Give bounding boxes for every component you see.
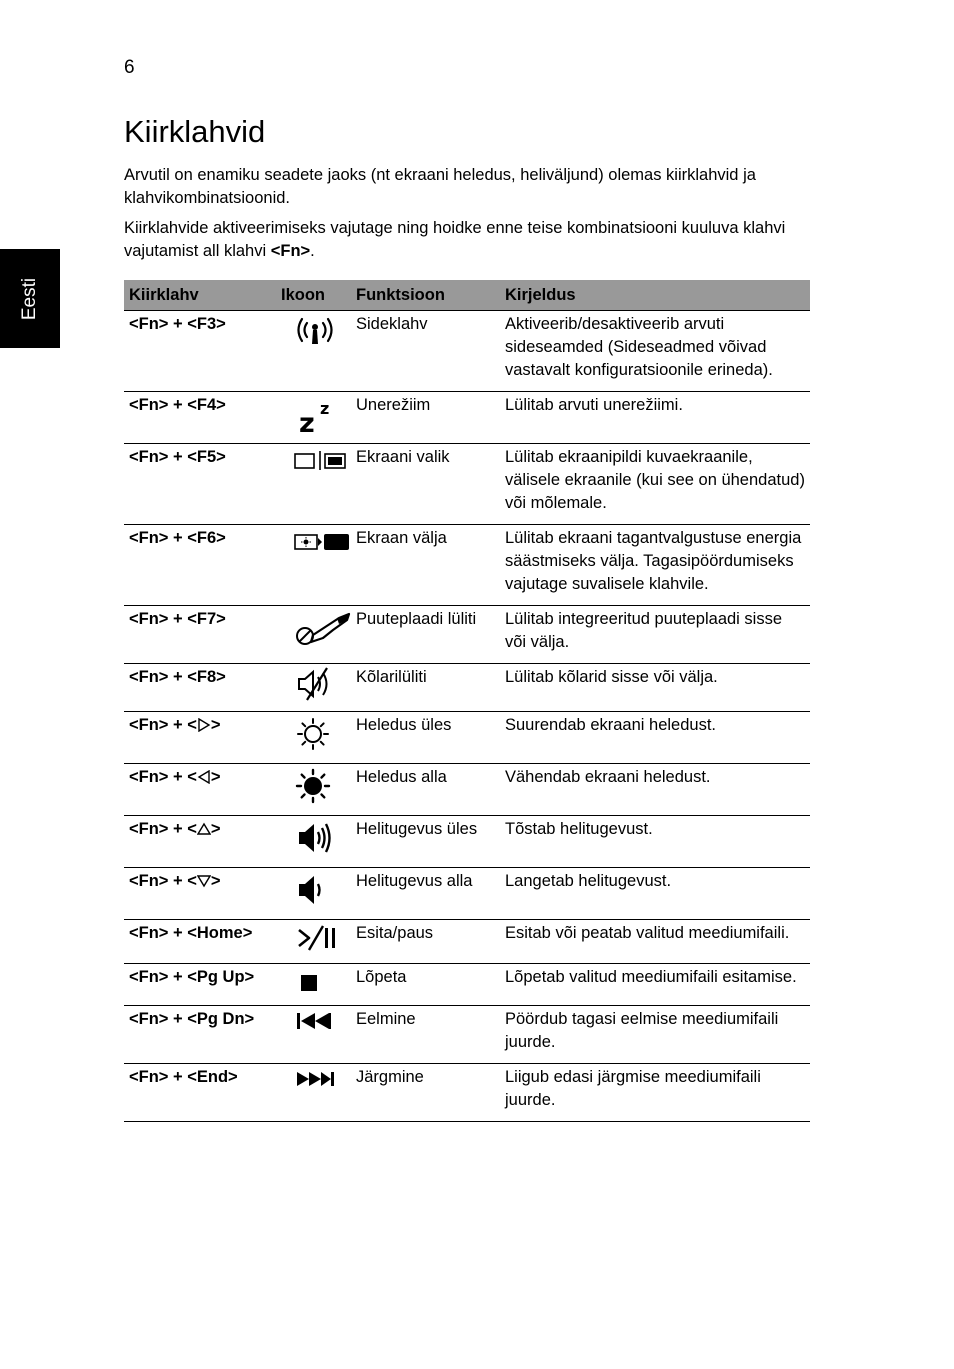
previous-track-icon [276,1006,351,1064]
function-cell: Helitugevus alla [351,868,500,920]
function-cell: Unerežiim [351,392,500,444]
description-cell: Lülitab ekraanipildi kuvaekraanile, välisele ekraanile (kui see on ühendatud) või mõlemale. [500,444,810,525]
function-cell: Heledus alla [351,764,500,816]
table-body [124,311,810,1122]
description-cell: Tõstab helitugevust. [500,816,810,868]
page-number: 6 [124,57,135,78]
function-cell: Ekraani valik [351,444,500,525]
function-cell: Sideklahv [351,311,500,392]
hotkey-cell: <Fn> + <F4> [124,392,276,444]
arrow-up-icon [197,820,211,838]
instruction-text: Kiirklahvide aktiveerimiseks vajutage ning hoidke enne teise kombinatsiooni kuuluva klahvi vajutamist all klahvi [124,219,786,260]
brightness-up-icon [276,712,351,764]
arrow-right-icon [197,716,211,734]
hotkey-cell: <Fn> + <F5> [124,444,276,525]
description-cell: Esitab või peatab valitud meediumifaili. [500,920,810,964]
function-cell: Heledus üles [351,712,500,764]
arrow-down-icon [197,872,211,890]
table-header-row [124,280,810,311]
description-cell: Vähendab ekraani heledust. [500,764,810,816]
description-cell: Aktiveerib/desaktiveerib arvuti sideseamded (Sideseadmed võivad vastavalt konfiguratsioonile erineda). [500,311,810,392]
sleep-icon [276,392,351,444]
description-cell: Lülitab arvuti unerežiimi. [500,392,810,444]
table-row [124,525,810,606]
description-cell: Lülitab integreeritud puuteplaadi sisse või välja. [500,606,810,664]
function-cell: Ekraan välja [351,525,500,606]
table-row [124,311,810,392]
intro-paragraph: Arvutil on enamiku seadete jaoks (nt ekraani heledus, heliväljund) olemas kiirklahvid ja klahvikombinatsioonid. [124,166,756,207]
touchpad-toggle-icon [276,606,351,664]
hotkey-prefix: <Fn> + < [129,768,197,786]
hotkey-cell: <Fn> + <F7> [124,606,276,664]
screen-off-icon [276,525,351,606]
function-cell: Esita/paus [351,920,500,964]
hotkey-suffix: > [210,872,221,890]
header-description: Kirjeldus [500,280,810,311]
hotkey-cell: <Fn> + <F8> [124,664,276,712]
arrow-left-icon [197,768,211,786]
hotkey-table [124,280,810,1122]
table-row [124,920,810,964]
hotkey-cell [124,816,276,868]
table-row [124,392,810,444]
brightness-down-icon [276,764,351,816]
wireless-icon [276,311,351,392]
function-cell: Lõpeta [351,964,500,1006]
function-cell: Helitugevus üles [351,816,500,868]
table-row [124,816,810,868]
description-cell: Lülitab kõlarid sisse või välja. [500,664,810,712]
play-pause-icon [276,920,351,964]
hotkey-cell [124,764,276,816]
hotkey-suffix: > [210,820,221,838]
description-cell: Suurendab ekraani heledust. [500,712,810,764]
instruction-key: <Fn> [270,242,311,260]
volume-down-icon [276,868,351,920]
svg-text:z: z [320,399,330,418]
hotkey-cell: <Fn> + <Pg Dn> [124,1006,276,1064]
hotkey-prefix: <Fn> + < [129,716,197,734]
language-tab-label: Eesti [19,277,40,320]
header-function: Funktsioon [351,280,500,311]
table-row [124,964,810,1006]
instruction-end: . [310,242,315,260]
table-row [124,444,810,525]
volume-up-icon [276,816,351,868]
instruction-paragraph [124,217,814,263]
header-icon: Ikoon [276,280,351,311]
display-toggle-icon [276,444,351,525]
hotkey-cell: <Fn> + <F3> [124,311,276,392]
speaker-mute-icon [276,664,351,712]
table-row [124,606,810,664]
hotkey-cell [124,712,276,764]
hotkey-cell: <Fn> + <Pg Up> [124,964,276,1006]
page-title: Kiirklahvid [124,114,266,149]
function-cell: Kõlarilüliti [351,664,500,712]
description-cell: Pöördub tagasi eelmise meediumifaili juurde. [500,1006,810,1064]
function-cell: Järgmine [351,1064,500,1122]
table-row [124,1064,810,1122]
hotkey-cell [124,868,276,920]
hotkey-cell: <Fn> + <End> [124,1064,276,1122]
description-cell: Lülitab ekraani tagantvalgustuse energia säästmiseks välja. Tagasipöördumiseks vajutage suvalisele klahvile. [500,525,810,606]
description-cell: Langetab helitugevust. [500,868,810,920]
table-row [124,712,810,764]
description-cell: Liigub edasi järgmise meediumifaili juurde. [500,1064,810,1122]
next-track-icon [276,1064,351,1122]
hotkey-cell: <Fn> + <F6> [124,525,276,606]
hotkey-cell: <Fn> + <Home> [124,920,276,964]
hotkey-suffix: > [210,716,221,734]
table-row [124,1006,810,1064]
hotkey-suffix: > [210,768,221,786]
hotkey-prefix: <Fn> + < [129,820,197,838]
table-row [124,764,810,816]
stop-icon [276,964,351,1006]
header-key: Kiirklahv [124,280,276,311]
hotkey-prefix: <Fn> + < [129,872,197,890]
function-cell: Eelmine [351,1006,500,1064]
table-row [124,868,810,920]
language-tab [0,249,60,348]
svg-text:z: z [299,408,315,434]
table-row [124,664,810,712]
description-cell: Lõpetab valitud meediumifaili esitamise. [500,964,810,1006]
function-cell: Puuteplaadi lüliti [351,606,500,664]
